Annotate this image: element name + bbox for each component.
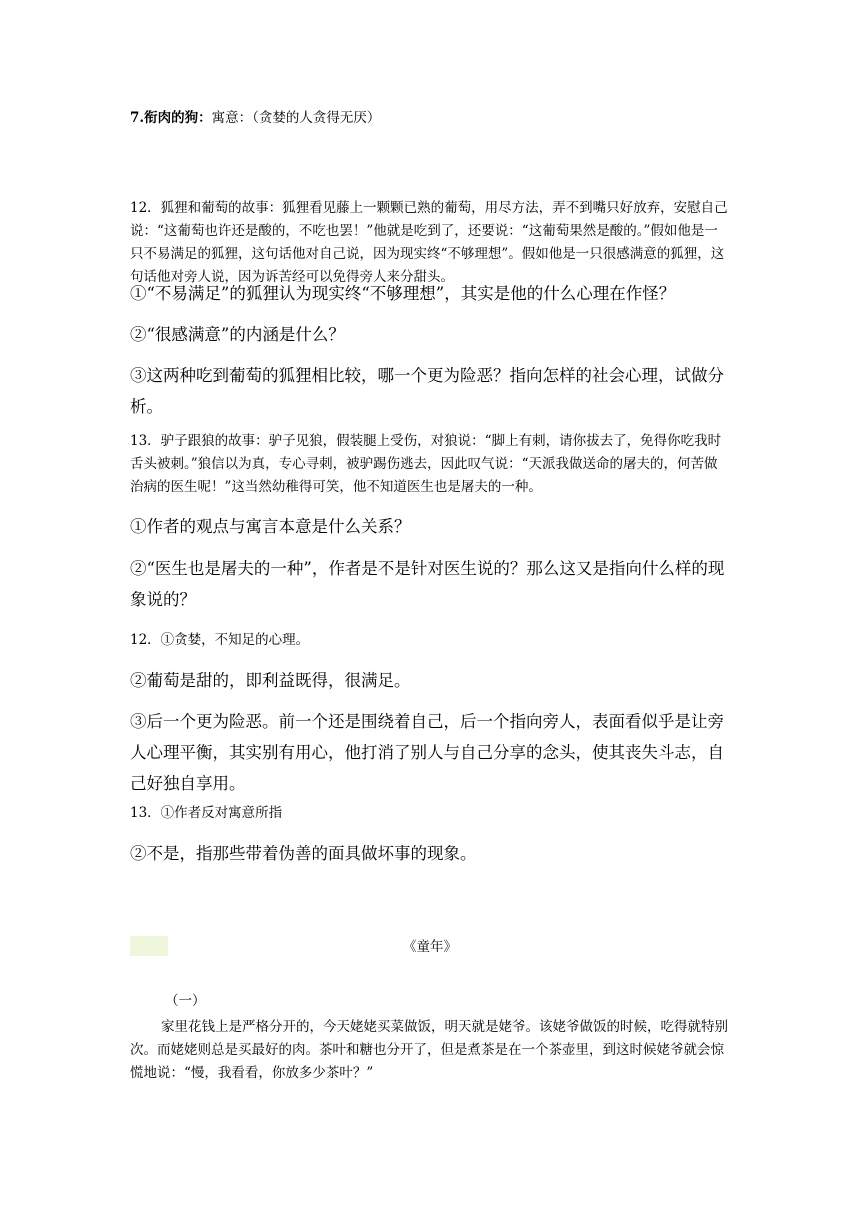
section-title: 《童年》 xyxy=(403,939,457,955)
answer-12-first: 12．①贪婪，不知足的心理。 xyxy=(130,632,310,648)
question-13-sub-1: ①作者的观点与寓言本意是什么关系？ xyxy=(130,517,411,536)
question-7-label: 7.衔肉的狗： xyxy=(130,110,212,126)
section-part-label: （一） xyxy=(165,993,206,1009)
answer-13-first: 13．①作者反对寓意所指 xyxy=(130,805,283,821)
question-12-sub-2: ②“很感满意”的内涵是什么？ xyxy=(130,325,345,344)
section-passage: 家里花钱上是严格分开的，今天姥姥买菜做饭，明天就是姥爷。该姥爷做饭的时候，吃得就特别次。而姥姥则总是买最好的肉。茶叶和糖也分开了，但是煮茶是在一个茶壶里，到这时候姥爷就会惊慌地说：“慢，我看看，你放多少茶叶？” xyxy=(130,1019,728,1081)
question-7-text: 寓意：（贪婪的人贪得无厌） xyxy=(211,110,381,126)
answer-12-second: ②葡萄是甜的，即利益既得，很满足。 xyxy=(130,671,411,690)
question-12-sub-3: ③这两种吃到葡萄的狐狸相比较，哪一个更为险恶？指向怎样的社会心理，试做分析。 xyxy=(130,366,724,416)
answer-12-third: ③后一个更为险恶。前一个还是围绕着自己，后一个指向旁人，表面看似乎是让旁人心理平衡，其实别有用心，他打消了别人与自己分享的念头，使其丧失斗志，自己好独自享用。 xyxy=(130,712,724,793)
question-12-passage: 12．狐狸和葡萄的故事：狐狸看见藤上一颗颗已熟的葡萄，用尽方法，弄不到嘴只好放弃，安慰自己说：“这葡萄也许还是酸的，不吃也罢！”他就是吃到了，还要说：“这葡萄果然是酸的。”假如他是一只不易满足的狐狸，这句话他对自己说，因为现实终“不够理想”。假如他是一只很感满意的狐狸，这句话他对旁人说，因为诉苦经可以免得旁人来分甜头。 xyxy=(130,200,728,285)
question-13-sub-2: ②“医生也是屠夫的一种”，作者是不是针对医生说的？那么这又是指向什么样的现象说的？ xyxy=(130,559,725,609)
question-7 xyxy=(130,107,730,130)
answer-13-second: ②不是，指那些带着伪善的面具做坏事的现象。 xyxy=(130,844,477,863)
question-12-sub-1: ①“不易满足”的狐狸认为现实终“不够理想”，其实是他的什么心理在作怪？ xyxy=(130,284,676,303)
question-13-passage: 13．驴子跟狼的故事：驴子见狼，假装腿上受伤，对狼说：“脚上有刺，请你拔去了，免得你吃我时舌头被刺。”狼信以为真，专心寻刺，被驴踢伤逃去，因此叹气说：“天派我做送命的屠夫的，何苦做治病的医生呢！”这当然幼稚得可笑，他不知道医生也是屠夫的一种。 xyxy=(130,433,722,495)
